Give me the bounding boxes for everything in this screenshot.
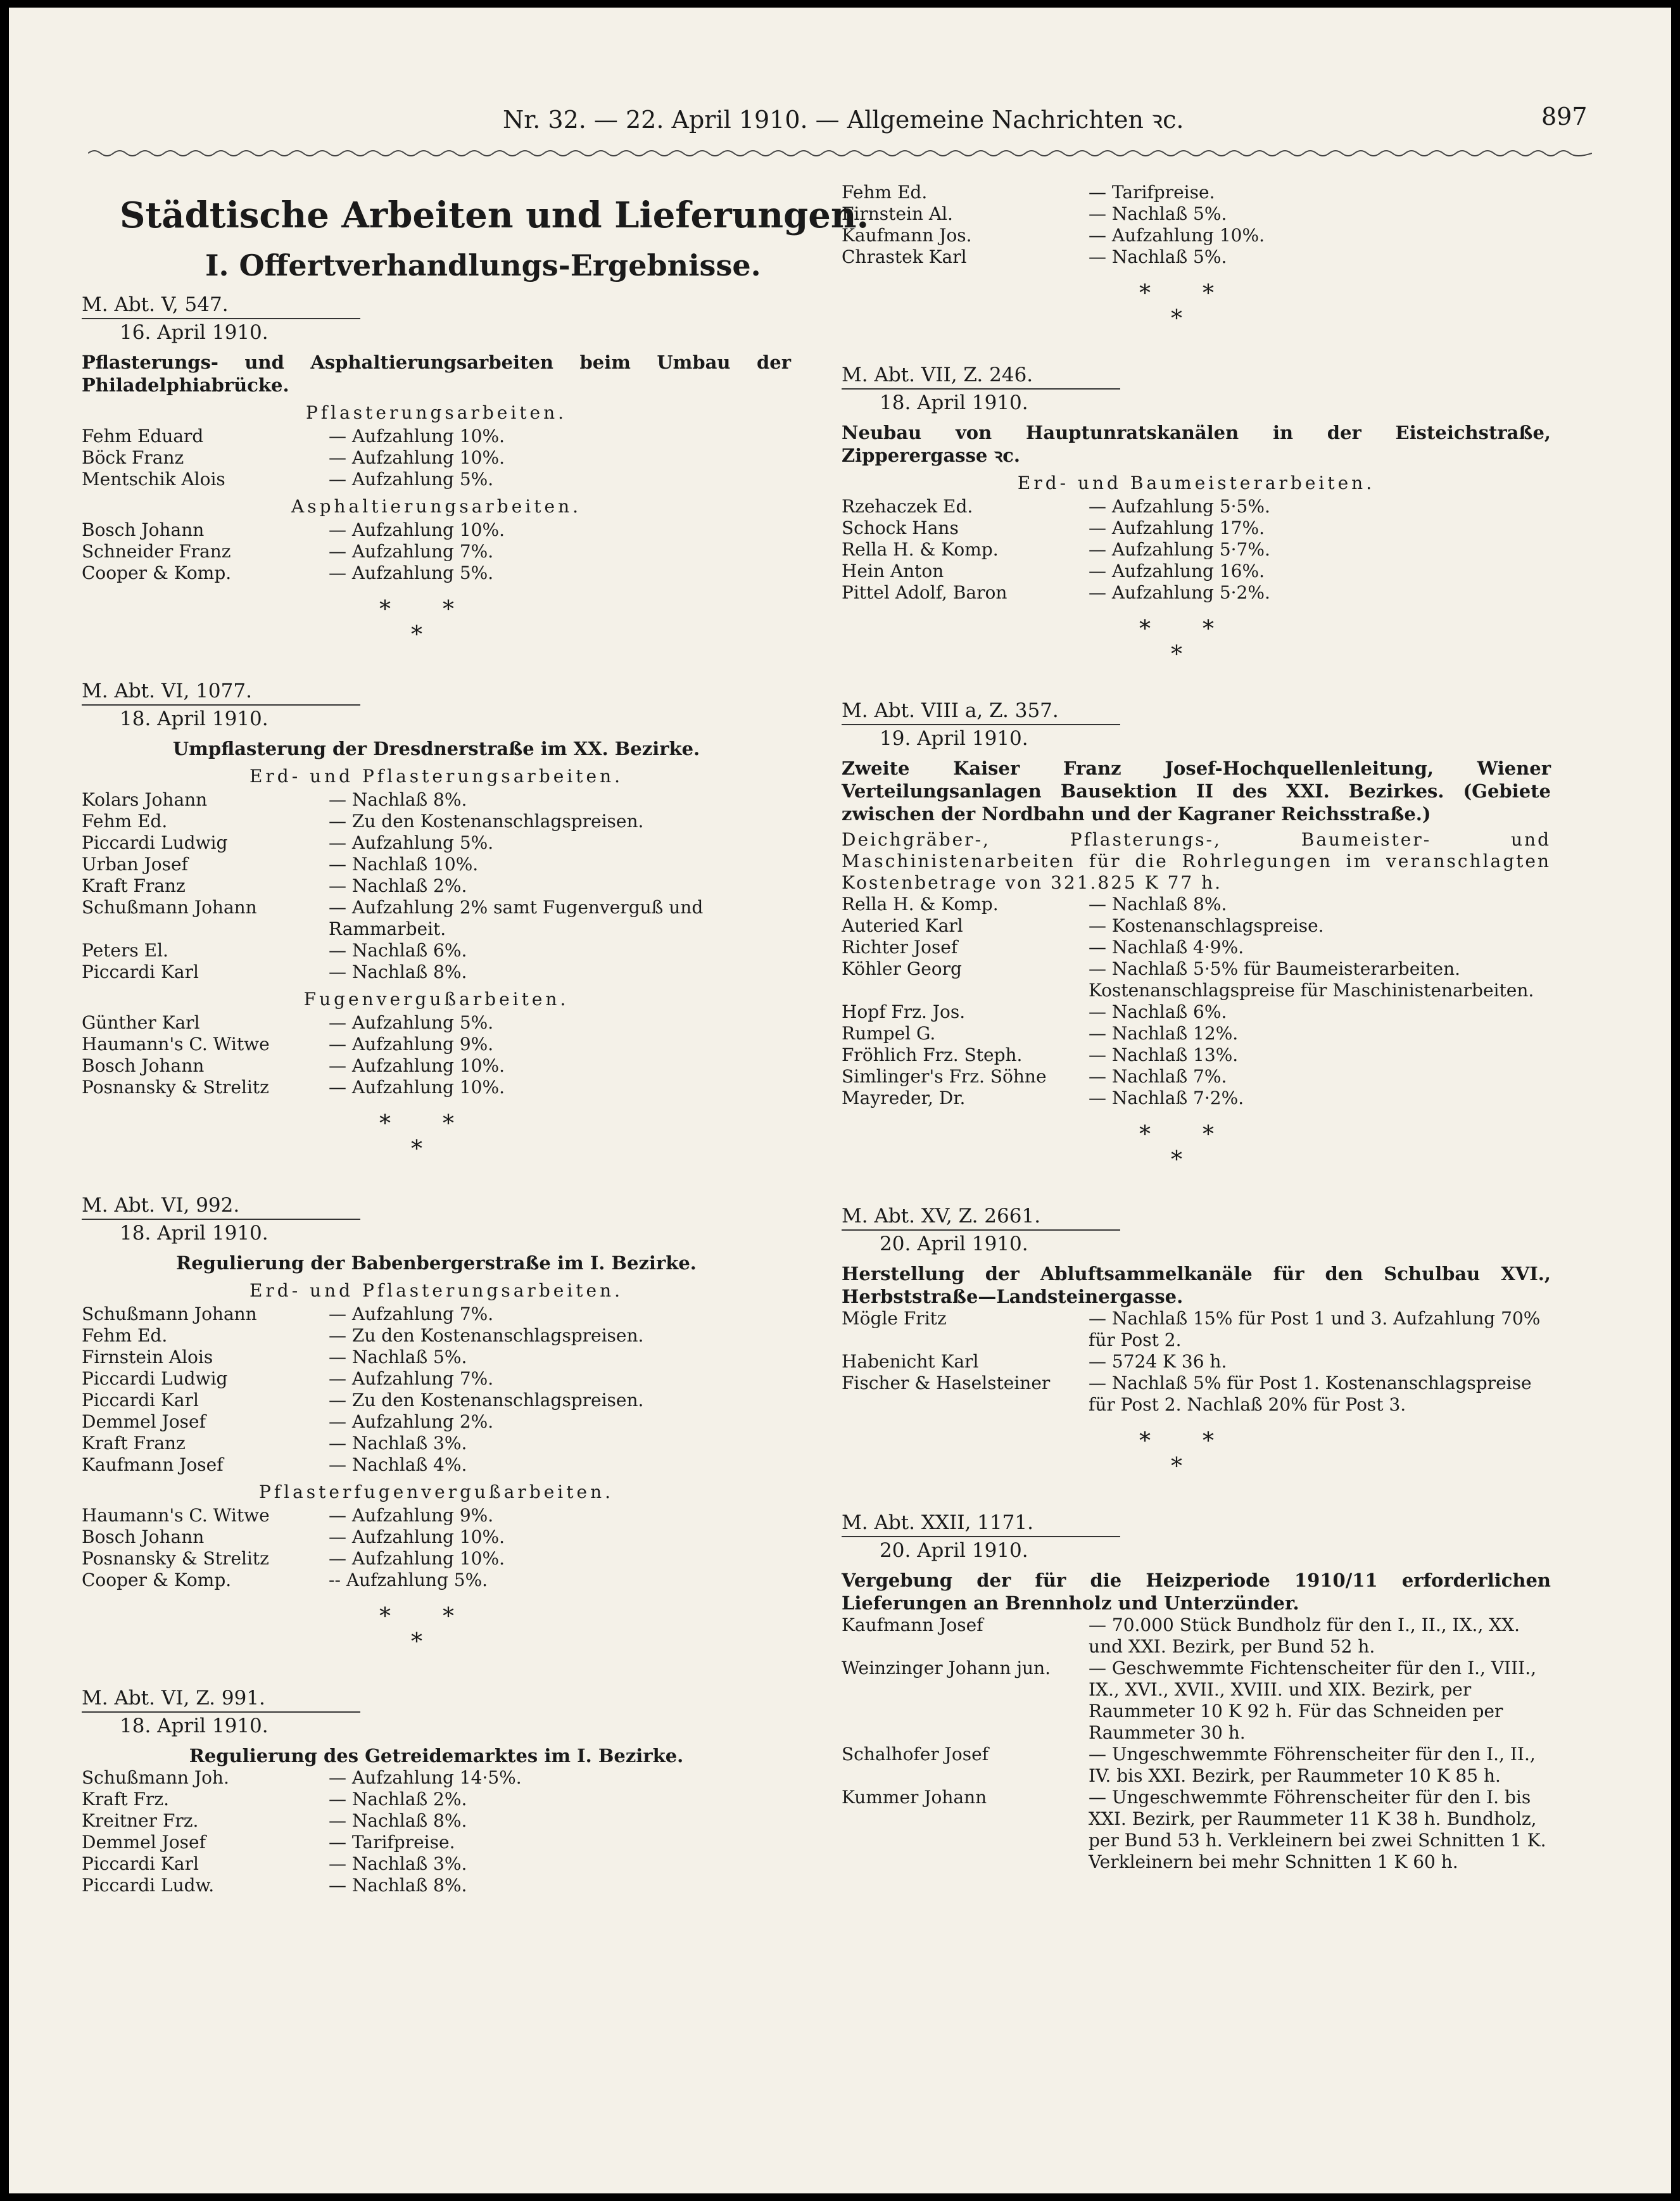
bid-row: [842, 182, 1551, 203]
bid-row: [82, 1570, 791, 1591]
bid-row: [842, 496, 1551, 517]
bid-result: — Ungeschwemmte Föhrenscheiter für den I. bis XXI. Bezirk, per Raummeter 11 K 38 h. Bundholz, per Bund 53 h. Verkleinern bei zwei Schnitten 1 K. Verkleinern bei mehr Schnitten 1 K 60 h.: [1089, 1787, 1546, 1872]
notice-date: 16. April 1910.: [120, 321, 268, 344]
bid-result: — Zu den Kostenanschlagspreisen.: [329, 811, 644, 832]
bidder-name: Kraft Frz.: [82, 1789, 169, 1810]
work-category: Erd- und Pflasterungsarbeiten.: [249, 766, 624, 787]
bidder-name: Rumpel G.: [842, 1023, 936, 1044]
bidder-name: Urban Josef: [82, 854, 188, 875]
bid-row: [842, 1787, 1551, 1873]
page-title: Städtische Arbeiten und Lieferungen.: [120, 194, 869, 236]
notice-reference: M. Abt. VI, Z. 991.: [82, 1687, 265, 1709]
bidder-name: Piccardi Karl: [82, 1390, 199, 1411]
bid-row: [82, 1411, 791, 1433]
bid-row: [82, 1433, 791, 1454]
asterisk: *: [1203, 1122, 1214, 1148]
bid-result: — Kostenanschlagspreise.: [1089, 915, 1324, 936]
work-category: Fugenvergußarbeiten.: [303, 989, 569, 1010]
reference-rule: [82, 704, 360, 706]
section-separator-stars: [842, 1109, 1551, 1204]
bid-row: [82, 875, 791, 897]
asterisk: *: [411, 1629, 422, 1655]
asterisk: *: [1171, 306, 1182, 332]
reference-rule: [842, 388, 1120, 390]
notice-heading: Neubau von Hauptunratskanälen in der Eisteichstraße, Zipperergasse ꝛc.: [842, 422, 1551, 466]
bid-row: [842, 1351, 1551, 1373]
bid-result: — Ungeschwemmte Föhrenscheiter für den I., II., IV. bis XXI. Bezirk, per Raummeter 10 K 85 h.: [1089, 1744, 1536, 1786]
work-category: Erd- und Pflasterungsarbeiten.: [249, 1280, 624, 1301]
bid-result: — Nachlaß 6%.: [1089, 1001, 1227, 1022]
asterisk: *: [379, 1604, 391, 1630]
bidder-name: Bosch Johann: [82, 1526, 205, 1547]
bid-row: [842, 203, 1551, 225]
bid-row: [842, 937, 1551, 958]
bidder-name: Piccardi Ludwig: [82, 832, 228, 853]
bid-row: [82, 562, 791, 584]
bid-result: — Aufzahlung 7%.: [329, 541, 494, 562]
bid-result: — Nachlaß 2%.: [329, 875, 467, 896]
bidder-name: Hein Anton: [842, 561, 944, 581]
bid-result: — Aufzahlung 5%.: [329, 832, 494, 853]
bidder-name: Demmel Josef: [82, 1411, 206, 1432]
notice-heading: Pflasterungs- und Asphaltierungsarbeiten beim Umbau der Philadelphiabrücke.: [82, 352, 791, 396]
bid-row: [82, 811, 791, 832]
bidder-name: Günther Karl: [82, 1012, 200, 1033]
bid-result: — Aufzahlung 7%.: [329, 1368, 494, 1389]
bidder-name: Piccardi Ludwig: [82, 1368, 228, 1389]
work-category: Erd- und Baumeisterarbeiten.: [1017, 473, 1375, 493]
asterisk: *: [1139, 616, 1151, 642]
bid-result: — Aufzahlung 9%.: [329, 1034, 494, 1055]
bid-result: — Aufzahlung 10%.: [1089, 225, 1265, 246]
asterisk: *: [1203, 1428, 1214, 1454]
bidder-name: Habenicht Karl: [842, 1351, 979, 1372]
bid-result: — Nachlaß 10%.: [329, 854, 479, 875]
bid-row: [82, 1055, 791, 1077]
bid-row: [842, 1001, 1551, 1023]
bidder-name: Rella H. & Komp.: [842, 894, 999, 915]
right-column: [842, 182, 1551, 1873]
bidder-name: Schalhofer Josef: [842, 1744, 989, 1765]
notice-reference: M. Abt. VIII a, Z. 357.: [842, 699, 1059, 722]
asterisk: *: [1139, 1122, 1151, 1148]
bid-row: [842, 1373, 1551, 1416]
bid-result: — Aufzahlung 16%.: [1089, 561, 1265, 581]
bidder-name: Kolars Johann: [82, 789, 208, 810]
bid-result: — Nachlaß 8%.: [329, 1810, 467, 1831]
bid-row: [842, 246, 1551, 268]
bid-result: — Nachlaß 7%.: [1089, 1066, 1227, 1087]
reference-rule: [82, 318, 360, 319]
bidder-name: Böck Franz: [82, 447, 184, 468]
bid-result: — Nachlaß 5%.: [1089, 246, 1227, 267]
bid-result: — Aufzahlung 10%.: [329, 1526, 505, 1547]
bid-row: [842, 225, 1551, 246]
bidder-name: Demmel Josef: [82, 1832, 206, 1853]
bid-result: — Aufzahlung 9%.: [329, 1505, 494, 1526]
bid-result: — Nachlaß 13%.: [1089, 1044, 1239, 1065]
bidder-name: Weinzinger Johann jun.: [842, 1658, 1051, 1678]
bid-row: [82, 519, 791, 541]
bid-row: [82, 897, 791, 940]
notice-date: 18. April 1910.: [120, 1715, 268, 1737]
bid-row: [842, 582, 1551, 604]
bid-row: [842, 894, 1551, 915]
bid-result: — Nachlaß 12%.: [1089, 1023, 1239, 1044]
section-separator-stars: [842, 1416, 1551, 1511]
bid-result: — Nachlaß 5% für Post 1. Kostenanschlagspreise für Post 2. Nachlaß 20% für Post 3.: [1089, 1373, 1532, 1415]
reference-rule: [842, 724, 1120, 725]
bid-result: — Aufzahlung 5·7%.: [1089, 539, 1270, 560]
bid-row: [82, 1789, 791, 1810]
notice-section: [842, 363, 1551, 604]
notice-heading: Regulierung der Babenbergerstraße im I. Bezirke.: [176, 1252, 697, 1274]
left-column: [82, 293, 791, 1896]
bid-result: — Nachlaß 5%.: [329, 1347, 467, 1367]
bid-result: — 70.000 Stück Bundholz für den I., II., IX., XX. und XXI. Bezirk, per Bund 52 h.: [1089, 1614, 1520, 1657]
notice-date: 20. April 1910.: [880, 1233, 1028, 1255]
bid-result: — Aufzahlung 2%.: [329, 1411, 494, 1432]
notice-section: [82, 293, 791, 584]
bid-result: — Nachlaß 3%.: [329, 1433, 467, 1454]
bidder-name: Cooper & Komp.: [82, 562, 232, 583]
bid-result: — Nachlaß 8%.: [329, 961, 467, 982]
bidder-name: Kummer Johann: [842, 1787, 987, 1808]
bidder-name: Bosch Johann: [82, 519, 205, 540]
work-category: Pflasterfugenvergußarbeiten.: [258, 1481, 614, 1502]
bid-row: [842, 1066, 1551, 1088]
bid-result: — Nachlaß 5%.: [1089, 203, 1227, 224]
bidder-name: Kaufmann Josef: [842, 1614, 983, 1635]
section-separator-stars: [82, 1591, 791, 1686]
bid-row: [82, 426, 791, 447]
bid-row: [82, 541, 791, 562]
bid-row: [82, 1454, 791, 1476]
bid-row: [842, 517, 1551, 539]
asterisk: *: [1203, 281, 1214, 307]
bidder-name: Schußmann Johann: [82, 1303, 257, 1324]
bidder-name: Fröhlich Frz. Steph.: [842, 1044, 1023, 1065]
bid-row: [82, 1347, 791, 1368]
bid-result: — Aufzahlung 10%.: [329, 1548, 505, 1569]
bid-row: [842, 1658, 1551, 1744]
bidder-name: Simlinger's Frz. Söhne: [842, 1066, 1047, 1087]
bidder-name: Fehm Eduard: [82, 426, 204, 447]
work-category: Asphaltierungsarbeiten.: [291, 496, 581, 517]
notice-section: [842, 182, 1551, 268]
bid-result: — Aufzahlung 2% samt Fugenverguß und Rammarbeit.: [329, 897, 704, 939]
bid-row: [842, 561, 1551, 582]
bid-row: [82, 1390, 791, 1411]
work-category: Pflasterungsarbeiten.: [305, 402, 567, 423]
bidder-name: Piccardi Karl: [82, 1853, 199, 1874]
notice-reference: M. Abt. XXII, 1171.: [842, 1511, 1033, 1534]
bid-result: — Aufzahlung 10%.: [329, 1055, 505, 1076]
notice-section: [82, 1193, 791, 1591]
bid-result: — Aufzahlung 10%.: [329, 426, 505, 447]
bid-row: [82, 447, 791, 469]
bidder-name: Mayreder, Dr.: [842, 1088, 966, 1108]
bidder-name: Firnstein Alois: [82, 1347, 213, 1367]
bid-result: — Aufzahlung 5%.: [329, 1012, 494, 1033]
bid-row: [842, 1308, 1551, 1351]
bid-row: [82, 940, 791, 961]
notice-reference: M. Abt. VII, Z. 246.: [842, 364, 1033, 386]
bidder-name: Kaufmann Jos.: [842, 225, 972, 246]
bid-result: — Geschwemmte Fichtenscheiter für den I., VIII., IX., XVI., XVII., XVIII. und XIX. Bezirk, per Raummeter 10 K 92 h. Für das Schneiden per Raummeter 30 h.: [1089, 1658, 1537, 1743]
bid-result: — Tarifpreise.: [1089, 182, 1215, 203]
bidder-name: Fehm Ed.: [82, 811, 168, 832]
bid-row: [82, 1368, 791, 1390]
bidder-name: Schußmann Joh.: [82, 1767, 229, 1788]
notice-date: 18. April 1910.: [880, 391, 1028, 414]
bidder-name: Bosch Johann: [82, 1055, 205, 1076]
notice-heading: Herstellung der Abluftsammelkanäle für den Schulbau XVI., Herbststraße—Landsteinergasse.: [842, 1263, 1551, 1307]
bid-row: [82, 1810, 791, 1832]
notice-reference: M. Abt. VI, 992.: [82, 1194, 240, 1217]
bid-row: [82, 854, 791, 875]
bidder-name: Mögle Fritz: [842, 1308, 947, 1329]
bidder-name: Chrastek Karl: [842, 246, 967, 267]
bid-row: [842, 958, 1551, 1001]
asterisk: *: [1171, 1147, 1182, 1173]
bidder-name: Rella H. & Komp.: [842, 539, 999, 560]
bid-row: [82, 1526, 791, 1548]
bidder-name: Fehm Ed.: [82, 1325, 168, 1346]
bid-result: — Nachlaß 8%.: [1089, 894, 1227, 915]
bid-row: [82, 1767, 791, 1789]
bid-row: [842, 1614, 1551, 1658]
bidder-name: Pittel Adolf, Baron: [842, 582, 1007, 603]
notice-heading: Vergebung der für die Heizperiode 1910/11 erforderlichen Lieferungen an Brennholz und Unterzünder.: [842, 1570, 1551, 1614]
bid-result: — Nachlaß 2%.: [329, 1789, 467, 1810]
page-subtitle: I. Offertverhandlungs-Ergebnisse.: [205, 248, 761, 282]
bidder-name: Schock Hans: [842, 517, 959, 538]
notice-heading: Regulierung des Getreidemarktes im I. Bezirke.: [189, 1745, 684, 1767]
bid-row: [82, 1034, 791, 1055]
bid-result: — Aufzahlung 10%.: [329, 519, 505, 540]
bidder-name: Richter Josef: [842, 937, 958, 958]
bid-row: [82, 1875, 791, 1896]
bid-result: — Nachlaß 15% für Post 1 und 3. Aufzahlung 70% für Post 2.: [1089, 1308, 1541, 1350]
bidder-name: Kaufmann Josef: [82, 1454, 224, 1475]
bid-result: — Nachlaß 4%.: [329, 1454, 467, 1475]
bid-result: — Aufzahlung 7%.: [329, 1303, 494, 1324]
bidder-name: Auteried Karl: [842, 915, 963, 936]
bid-result: — 5724 K 36 h.: [1089, 1351, 1227, 1372]
section-separator-stars: [82, 1098, 791, 1193]
bidder-name: Schneider Franz: [82, 541, 231, 562]
bid-result: — Nachlaß 8%.: [329, 1875, 467, 1896]
notice-reference: M. Abt. V, 547.: [82, 293, 229, 316]
notice-section: [842, 1511, 1551, 1873]
bid-result: — Nachlaß 4·9%.: [1089, 937, 1244, 958]
notice-reference: M. Abt. VI, 1077.: [82, 680, 252, 702]
notice-date: 18. April 1910.: [120, 707, 268, 730]
bid-result: — Aufzahlung 10%.: [329, 1077, 505, 1098]
bidder-name: Posnansky & Strelitz: [82, 1548, 269, 1569]
asterisk: *: [1139, 281, 1151, 307]
bidder-name: Cooper & Komp.: [82, 1570, 232, 1590]
bid-row: [82, 1012, 791, 1034]
notice-reference: M. Abt. XV, Z. 2661.: [842, 1205, 1041, 1227]
bid-result: — Nachlaß 7·2%.: [1089, 1088, 1244, 1108]
bidder-name: Kraft Franz: [82, 1433, 186, 1454]
asterisk: *: [443, 1604, 454, 1630]
asterisk: *: [1171, 642, 1182, 668]
bid-row: [82, 1548, 791, 1570]
bid-result: — Aufzahlung 5·2%.: [1089, 582, 1270, 603]
bidder-name: Firnstein Al.: [842, 203, 953, 224]
notice-date: 20. April 1910.: [880, 1539, 1028, 1562]
asterisk: *: [443, 597, 454, 623]
reference-rule: [842, 1229, 1120, 1231]
bid-row: [82, 1832, 791, 1853]
bid-result: — Nachlaß 3%.: [329, 1853, 467, 1874]
notice-heading: Umpflasterung der Dresdnerstraße im XX. Bezirke.: [172, 738, 700, 759]
asterisk: *: [1139, 1428, 1151, 1454]
bid-result: — Zu den Kostenanschlagspreisen.: [329, 1325, 644, 1346]
bidder-name: Kreitner Frz.: [82, 1810, 199, 1831]
bidder-name: Haumann's C. Witwe: [82, 1505, 270, 1526]
bid-result: — Aufzahlung 10%.: [329, 447, 505, 468]
bid-result: — Aufzahlung 5%.: [329, 469, 494, 490]
bid-row: [82, 1077, 791, 1098]
section-separator-stars: [842, 268, 1551, 363]
asterisk: *: [379, 1111, 391, 1137]
section-separator-stars: [82, 584, 791, 679]
reference-rule: [82, 1711, 360, 1713]
asterisk: *: [379, 597, 391, 623]
notice-heading: Zweite Kaiser Franz Josef-Hochquellenleitung, Wiener Verteilungsanlagen Bausektion II des XXI. Bezirkes. (Gebiete zwischen der Nordbahn und der Kagraner Reichsstraße.): [842, 758, 1551, 825]
bid-row: [82, 1303, 791, 1325]
notice-section: [82, 679, 791, 1098]
bid-row: [82, 789, 791, 811]
asterisk: *: [443, 1111, 454, 1137]
bidder-name: Piccardi Ludw.: [82, 1875, 215, 1896]
asterisk: *: [411, 1136, 422, 1162]
bid-row: [82, 1325, 791, 1347]
bid-row: [842, 1023, 1551, 1044]
asterisk: *: [1203, 616, 1214, 642]
issue-header: Nr. 32. — 22. April 1910. — Allgemeine Nachrichten ꝛc.: [503, 106, 1184, 134]
notice-section: [842, 1204, 1551, 1416]
bidder-name: Haumann's C. Witwe: [82, 1034, 270, 1055]
bid-row: [82, 469, 791, 490]
bid-result: — Aufzahlung 5·5%.: [1089, 496, 1270, 517]
bid-row: [82, 832, 791, 854]
bid-row: [842, 1044, 1551, 1066]
asterisk: *: [411, 622, 422, 648]
bid-row: [842, 1088, 1551, 1109]
notice-date: 19. April 1910.: [880, 727, 1028, 750]
bid-row: [842, 1744, 1551, 1787]
newspaper-page: [9, 8, 1671, 2193]
bidder-name: Schußmann Johann: [82, 897, 257, 918]
reference-rule: [842, 1536, 1120, 1537]
bid-result: — Tarifpreise.: [329, 1832, 455, 1853]
bid-row: [842, 915, 1551, 937]
bid-result: — Aufzahlung 14·5%.: [329, 1767, 522, 1788]
bidder-name: Rzehaczek Ed.: [842, 496, 973, 517]
bid-result: — Aufzahlung 17%.: [1089, 517, 1265, 538]
notice-section: [842, 699, 1551, 1109]
bid-row: [842, 539, 1551, 561]
bid-result: -- Aufzahlung 5%.: [329, 1570, 488, 1590]
reference-rule: [82, 1219, 360, 1220]
notice-date: 18. April 1910.: [120, 1222, 268, 1245]
bidder-name: Posnansky & Strelitz: [82, 1077, 269, 1098]
bid-row: [82, 1853, 791, 1875]
bidder-name: Hopf Frz. Jos.: [842, 1001, 966, 1022]
notice-section: [82, 1686, 791, 1896]
bidder-name: Piccardi Karl: [82, 961, 199, 982]
bid-result: — Zu den Kostenanschlagspreisen.: [329, 1390, 644, 1411]
bidder-name: Fischer & Haselsteiner: [842, 1373, 1051, 1393]
bidder-name: Fehm Ed.: [842, 182, 928, 203]
bidder-name: Köhler Georg: [842, 958, 962, 979]
section-separator-stars: [842, 604, 1551, 699]
header-wavy-rule: [88, 148, 1592, 158]
bidder-name: Kraft Franz: [82, 875, 186, 896]
page-number: 897: [1541, 103, 1588, 130]
bidder-name: Mentschik Alois: [82, 469, 225, 490]
bidder-name: Peters El.: [82, 940, 168, 961]
bid-row: [82, 961, 791, 983]
bid-row: [82, 1505, 791, 1526]
bid-result: — Nachlaß 5·5% für Baumeisterarbeiten. Kostenanschlagspreise für Maschinistenarbeiten.: [1089, 958, 1534, 1001]
bid-result: — Nachlaß 8%.: [329, 789, 467, 810]
asterisk: *: [1171, 1454, 1182, 1480]
bid-result: — Aufzahlung 5%.: [329, 562, 494, 583]
bid-result: — Nachlaß 6%.: [329, 940, 467, 961]
notice-intro: Deichgräber-, Pflasterungs-, Baumeister- und Maschinistenarbeiten für die Rohrlegungen im veranschlagten Kostenbetrage von 321.825 K 77 h.: [842, 829, 1551, 893]
